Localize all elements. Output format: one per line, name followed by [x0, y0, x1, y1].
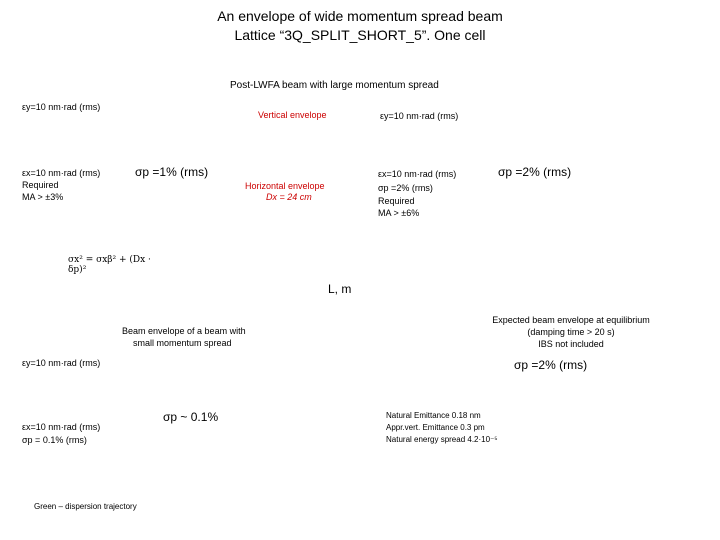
bottom-left-sigma-small: σp = 0.1% (rms)	[22, 435, 87, 445]
natural-energy-spread: Natural energy spread 4.2·10⁻⁵	[386, 435, 498, 444]
top-right-emittance-y: εy=10 nm·rad (rms)	[380, 111, 459, 121]
slide-title-line2: Lattice “3Q_SPLIT_SHORT_5”. One cell	[234, 27, 486, 43]
envelope-formula-text: σx² = σxβ² + (Dx · δp)²	[68, 255, 151, 275]
dispersion-trajectory-note: Green – dispersion trajectory	[34, 502, 137, 511]
top-right-required: Required	[378, 196, 415, 206]
bottom-left-emittance-x: εx=10 nm·rad (rms)	[22, 422, 101, 432]
slide-title-line1: An envelope of wide momentum spread beam	[217, 8, 503, 24]
axis-label-length: L, m	[328, 282, 352, 296]
top-right-momentum-acceptance: MA > ±6%	[378, 208, 420, 218]
bottom-right-caption-line1: Expected beam envelope at equilibrium	[492, 315, 650, 325]
slide-subtitle: Post-LWFA beam with large momentum spread	[230, 80, 439, 91]
bottom-left-emittance-y: εy=10 nm·rad (rms)	[22, 358, 101, 368]
natural-emittance: Natural Emittance 0.18 nm	[386, 411, 481, 420]
vertical-envelope-label: Vertical envelope	[258, 110, 327, 120]
top-right-sigma-p: σp =2% (rms)	[498, 165, 572, 179]
top-left-required: Required	[22, 180, 59, 190]
bottom-right-sigma-p: σp =2% (rms)	[514, 358, 588, 372]
bottom-right-caption-line3: IBS not included	[538, 339, 604, 349]
envelope-formula	[68, 255, 168, 279]
bottom-left-caption-line2: small momentum spread	[133, 338, 232, 348]
top-right-sigma-line: σp =2% (rms)	[378, 183, 433, 193]
bottom-right-caption-line2: (damping time > 20 s)	[527, 327, 615, 337]
bottom-left-caption-line1: Beam envelope of a beam with	[122, 326, 246, 336]
vertical-emittance: Appr.vert. Emittance 0.3 pm	[386, 423, 485, 432]
top-left-emittance-x: εx=10 nm·rad (rms)	[22, 168, 101, 178]
top-left-sigma-p: σp =1% (rms)	[135, 165, 209, 179]
top-right-emittance-x: εx=10 nm·rad (rms)	[378, 169, 457, 179]
top-left-momentum-acceptance: MA > ±3%	[22, 192, 64, 202]
horizontal-envelope-label: Horizontal envelope	[245, 181, 325, 191]
dispersion-value: Dx = 24 cm	[266, 192, 312, 202]
bottom-left-sigma-p: σp ~ 0.1%	[163, 410, 219, 424]
top-left-emittance-y: εy=10 nm·rad (rms)	[22, 102, 101, 112]
